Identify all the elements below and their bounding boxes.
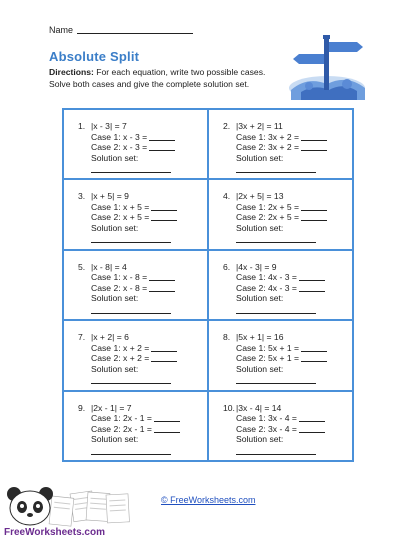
problem-cell xyxy=(63,391,208,461)
problem-equation: |x - 8| = 4 xyxy=(91,261,127,272)
case-2-label: Case 2: 4x - 3 = xyxy=(236,282,297,293)
case-1-label: Case 1: 4x - 3 = xyxy=(236,272,297,283)
case-1-row xyxy=(91,343,177,354)
case-2-row xyxy=(236,142,327,153)
case-2-label: Case 2: 3x + 2 = xyxy=(236,142,300,152)
case-2-row xyxy=(91,283,175,294)
problem-equation: |3x - 4| = 14 xyxy=(236,402,282,413)
problems-grid xyxy=(62,108,354,462)
case-2-label: Case 2: x + 5 = xyxy=(91,212,150,223)
solution-set-blank[interactable] xyxy=(91,383,171,384)
case-2-answer-blank[interactable] xyxy=(301,150,327,151)
case-2-row xyxy=(236,283,325,294)
problem-number: 5. xyxy=(78,261,86,272)
case-1-row xyxy=(91,272,175,283)
case-2-answer-blank[interactable] xyxy=(149,291,175,292)
problem-equation: |5x + 1| = 16 xyxy=(236,332,284,343)
case-2-answer-blank[interactable] xyxy=(301,361,327,362)
case-1-row xyxy=(91,132,175,143)
case-2-row xyxy=(236,212,327,223)
problem-number: 1. xyxy=(78,121,86,131)
case-1-label: Case 1: 5x + 1 = xyxy=(236,342,300,353)
case-1-label: Case 1: x + 5 = xyxy=(91,201,150,212)
case-2-row xyxy=(236,424,325,435)
case-2-answer-blank[interactable] xyxy=(151,361,177,362)
problem-cell xyxy=(63,179,208,249)
name-field[interactable] xyxy=(49,25,193,35)
solution-set-label: Solution set: xyxy=(236,363,284,374)
case-2-label: Case 2: x - 8 = xyxy=(91,282,148,293)
case-1-answer-blank[interactable] xyxy=(151,210,177,211)
problem-number: 9. xyxy=(78,402,86,413)
case-1-row xyxy=(236,413,325,424)
case-2-label: Case 2: x - 3 = xyxy=(91,142,148,152)
case-2-row xyxy=(91,353,177,364)
name-label: Name xyxy=(49,25,74,35)
case-1-answer-blank[interactable] xyxy=(299,421,325,422)
case-1-answer-blank[interactable] xyxy=(154,421,180,422)
case-1-label: Case 1: x + 2 = xyxy=(91,342,150,353)
problem-number: 7. xyxy=(78,332,86,343)
case-2-answer-blank[interactable] xyxy=(149,150,175,151)
case-1-label: Case 1: x - 3 = xyxy=(91,131,148,142)
case-1-row xyxy=(91,413,180,424)
case-1-row xyxy=(236,272,325,283)
problem-cell xyxy=(208,179,353,249)
case-2-answer-blank[interactable] xyxy=(301,220,327,221)
panda-logo-icon xyxy=(0,486,140,539)
case-2-answer-blank[interactable] xyxy=(299,291,325,292)
problem-cell xyxy=(63,250,208,320)
problem-cell xyxy=(208,250,353,320)
signpost-icon xyxy=(287,28,367,100)
problem-equation: |2x - 1| = 7 xyxy=(91,402,132,413)
solution-set-label: Solution set: xyxy=(236,222,284,233)
case-1-row xyxy=(236,202,327,213)
case-1-label: Case 1: x - 8 = xyxy=(91,272,148,283)
case-2-label: Case 2: 2x - 1 = xyxy=(91,423,152,434)
solution-set-label: Solution set: xyxy=(236,434,284,445)
case-1-label: Case 1: 2x - 1 = xyxy=(91,413,152,424)
solution-set-blank[interactable] xyxy=(236,242,316,243)
case-1-answer-blank[interactable] xyxy=(301,351,327,352)
problem-equation: |x - 3| = 7 xyxy=(91,121,127,131)
case-1-answer-blank[interactable] xyxy=(301,210,327,211)
solution-set-blank[interactable] xyxy=(236,313,316,314)
case-2-answer-blank[interactable] xyxy=(299,432,325,433)
problem-cell xyxy=(208,391,353,461)
case-2-label: Case 2: 5x + 1 = xyxy=(236,353,300,364)
logo-text: FreeWorksheets.com xyxy=(4,527,105,538)
case-1-answer-blank[interactable] xyxy=(299,280,325,281)
directions-text: For each equation, write two possible cases. Solve both cases and give the complete solution set. xyxy=(49,67,266,89)
case-1-answer-blank[interactable] xyxy=(149,280,175,281)
problem-equation: |3x + 2| = 11 xyxy=(236,121,283,131)
problem-number: 6. xyxy=(223,261,231,272)
case-1-row xyxy=(236,343,327,354)
solution-set-blank[interactable] xyxy=(236,383,316,384)
case-2-label: Case 2: x + 2 = xyxy=(91,353,150,364)
problem-cell xyxy=(63,109,208,179)
name-underline[interactable] xyxy=(77,33,193,34)
case-1-label: Case 1: 3x - 4 = xyxy=(236,413,297,424)
footer-link[interactable]: © FreeWorksheets.com xyxy=(161,495,256,505)
case-1-answer-blank[interactable] xyxy=(151,351,177,352)
case-2-label: Case 2: 3x - 4 = xyxy=(236,423,297,434)
case-1-answer-blank[interactable] xyxy=(149,140,175,141)
case-2-row xyxy=(91,424,180,435)
problem-number: 3. xyxy=(78,191,86,202)
problem-number: 10. xyxy=(223,402,235,413)
case-1-answer-blank[interactable] xyxy=(301,140,327,141)
solution-set-label: Solution set: xyxy=(236,152,284,163)
case-2-row xyxy=(91,212,177,223)
problem-number: 4. xyxy=(223,191,231,202)
problem-equation: |x + 5| = 9 xyxy=(91,191,129,202)
directions-label: Directions: xyxy=(49,67,94,77)
problem-equation: |4x - 3| = 9 xyxy=(236,261,277,272)
worksheet-title: Absolute Split xyxy=(49,49,140,64)
case-1-label: Case 1: 3x + 2 = xyxy=(236,131,300,142)
problem-number: 8. xyxy=(223,332,231,343)
problem-cell xyxy=(208,320,353,390)
solution-set-blank[interactable] xyxy=(91,454,171,455)
solution-set-label: Solution set: xyxy=(91,222,139,233)
case-2-row xyxy=(236,353,327,364)
case-1-row xyxy=(236,132,327,143)
solution-set-label: Solution set: xyxy=(91,152,139,163)
solution-set-blank[interactable] xyxy=(236,454,316,455)
case-2-label: Case 2: 2x + 5 = xyxy=(236,212,300,223)
case-1-row xyxy=(91,202,177,213)
case-2-answer-blank[interactable] xyxy=(151,220,177,221)
problem-equation: |2x + 5| = 13 xyxy=(236,191,284,202)
case-2-answer-blank[interactable] xyxy=(154,432,180,433)
solution-set-blank[interactable] xyxy=(91,242,171,243)
problem-number: 2. xyxy=(223,121,231,131)
solution-set-blank[interactable] xyxy=(91,172,171,173)
solution-set-blank[interactable] xyxy=(91,313,171,314)
solution-set-blank[interactable] xyxy=(236,172,316,173)
solution-set-label: Solution set: xyxy=(91,434,139,445)
case-2-row xyxy=(91,142,175,153)
directions xyxy=(49,66,289,90)
solution-set-label: Solution set: xyxy=(91,363,139,374)
solution-set-label: Solution set: xyxy=(91,293,139,304)
problem-cell xyxy=(208,109,353,179)
problem-cell xyxy=(63,320,208,390)
case-1-label: Case 1: 2x + 5 = xyxy=(236,201,300,212)
problem-equation: |x + 2| = 6 xyxy=(91,332,129,343)
solution-set-label: Solution set: xyxy=(236,293,284,304)
